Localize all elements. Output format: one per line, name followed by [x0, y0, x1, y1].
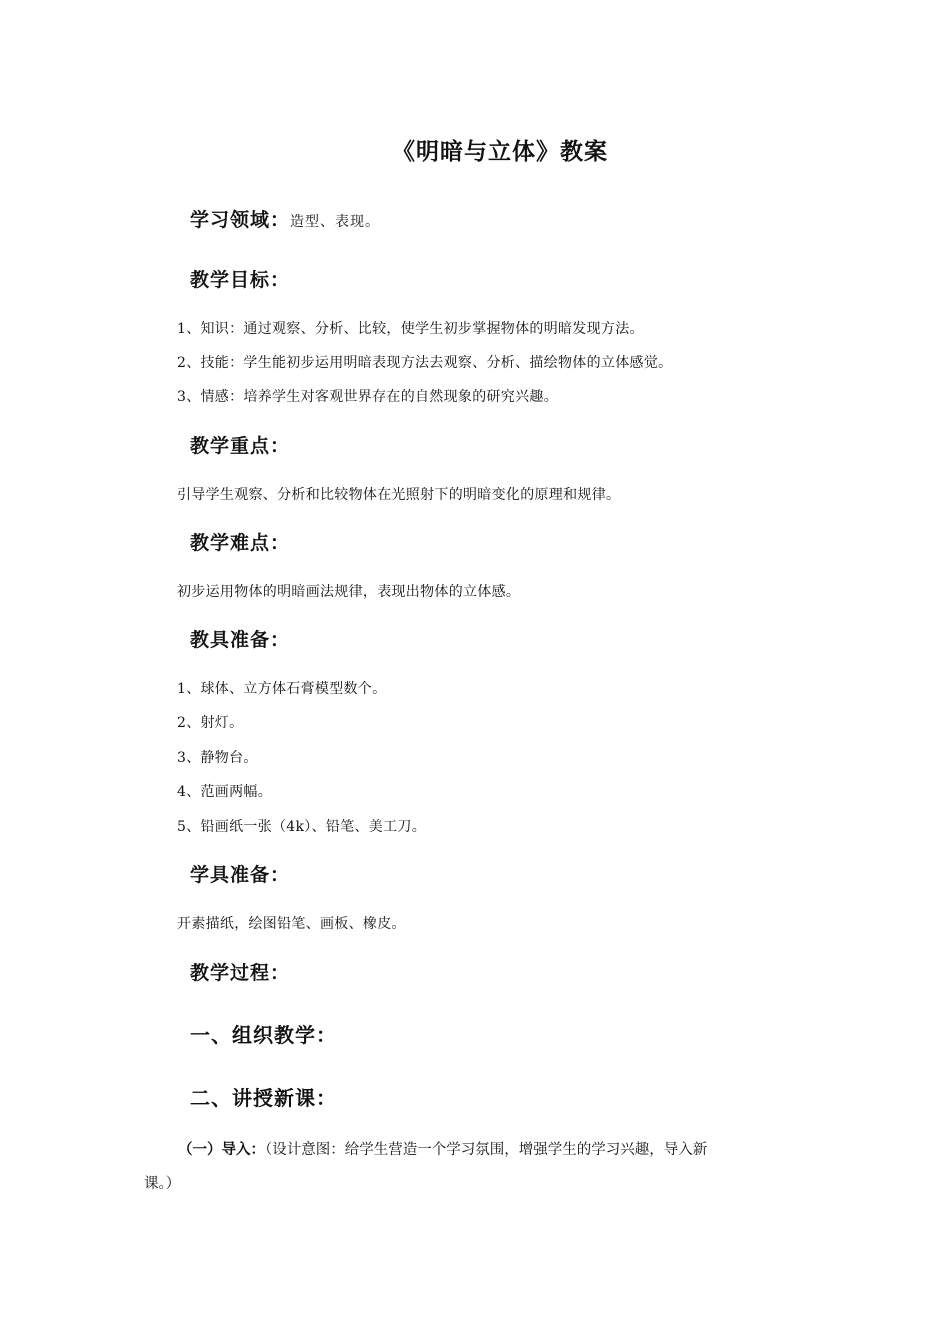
teacher-tools-heading: 教具准备： — [190, 629, 291, 651]
process-step-1: 一、组织教学： — [190, 1023, 337, 1047]
learning-field-text: 造型、表现。 — [290, 214, 381, 230]
intro-text-line-2: 课。） — [144, 1176, 181, 1192]
student-tools-heading: 学具准备： — [190, 864, 291, 886]
intro-paragraph — [144, 1133, 814, 1201]
goal-item-1: 1、知识：通过观察、分析、比较，使学生初步掌握物体的明暗发现方法。 — [177, 321, 644, 337]
process-step-2: 二、讲授新课： — [190, 1086, 337, 1110]
learning-field-line — [190, 205, 380, 232]
document-title: 《明暗与立体》教案 — [392, 139, 608, 165]
student-tools-text: 开素描纸，绘图铅笔、画板、橡皮。 — [177, 916, 406, 932]
key-points-text: 引导学生观察、分析和比较物体在光照射下的明暗变化的原理和规律。 — [177, 487, 621, 503]
teacher-tool-item-1: 1、球体、立方体石膏模型数个。 — [177, 681, 387, 697]
intro-text-line-1: （设计意图：给学生营造一个学习氛围，增强学生的学习兴趣，导入新 — [265, 1142, 708, 1158]
intro-line-1 — [144, 1133, 814, 1167]
goal-item-2: 2、技能：学生能初步运用明暗表现方法去观察、分析、描绘物体的立体感觉。 — [177, 355, 673, 371]
difficulties-text: 初步运用物体的明暗画法规律，表现出物体的立体感。 — [177, 584, 521, 600]
teacher-tool-item-5: 5、铅画纸一张（4k）、铅笔、美工刀。 — [177, 819, 426, 835]
process-heading: 教学过程： — [190, 962, 291, 984]
teacher-tool-item-3: 3、静物台。 — [177, 750, 258, 766]
teacher-tool-item-2: 2、射灯。 — [177, 715, 244, 731]
teacher-tool-item-4: 4、范画两幅。 — [177, 784, 273, 800]
goal-item-3: 3、情感：培养学生对客观世界存在的自然现象的研究兴趣。 — [177, 389, 559, 405]
key-points-heading: 教学重点： — [190, 435, 291, 457]
difficulties-heading: 教学难点： — [190, 532, 291, 554]
intro-label: （一）导入： — [178, 1142, 265, 1158]
learning-field-label: 学习领域： — [190, 209, 291, 231]
goals-heading: 教学目标： — [190, 269, 291, 291]
